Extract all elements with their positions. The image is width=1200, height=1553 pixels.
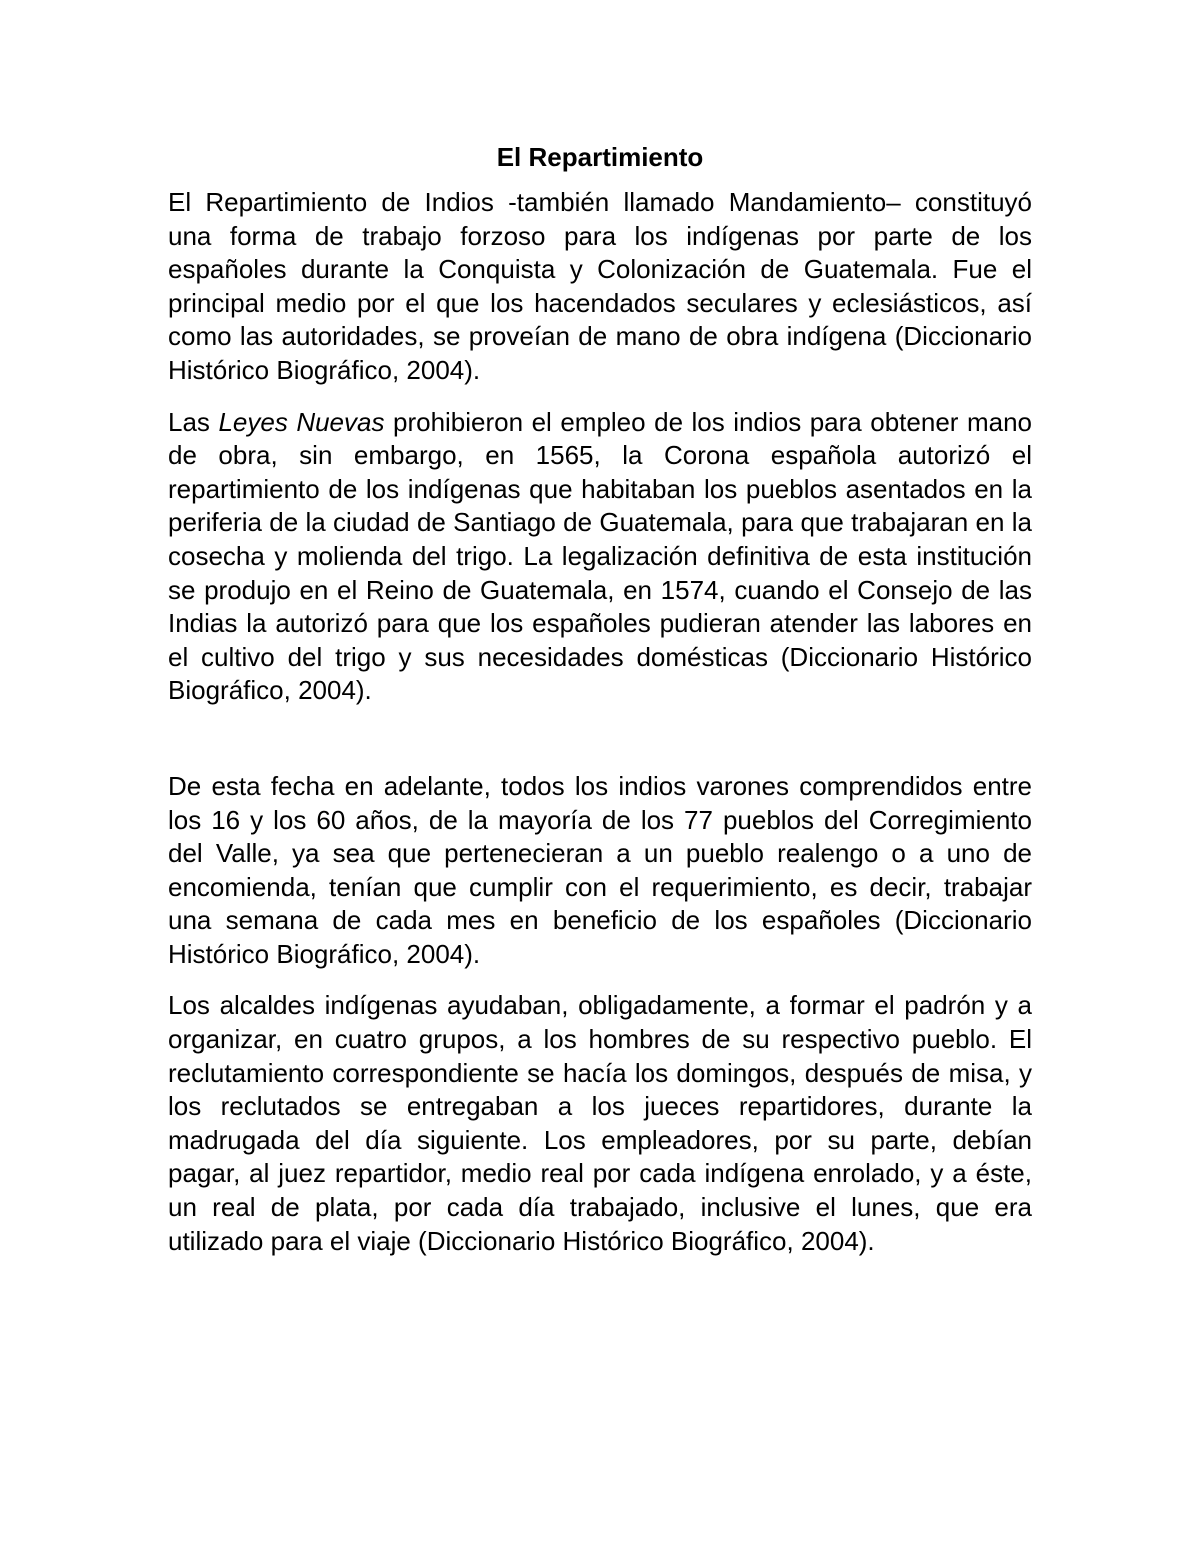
leyes-nuevas-italic: Leyes Nuevas: [218, 406, 385, 437]
paragraph-leyes-text: prohibieron el empleo de los indios para obtener mano de obra, sin embargo, en 1565, la Corona española autorizó el repartimiento de los indígenas que habitaban los pueblos asentados en la periferia de la ciudad de Santiago de Guatemala, para que trabajaran en la cosecha y molienda del trigo. La legalización definitiva de esta institución se produjo en el Reino de Guatemala, en 1574, cuando el Consejo de las Indias la autorizó para que los españoles pudieran atender las labores en el cultivo del trigo y sus necesidades domésticas (Diccionario Histórico Biográfico, 2004).: [168, 406, 1032, 706]
document-title: El Repartimiento: [496, 142, 704, 172]
paragraph-leyes-nuevas: [168, 406, 1032, 708]
document-body: [168, 140, 1032, 1276]
paragraph-requerimiento: De esta fecha en adelante, todos los indios varones comprendidos entre los 16 y los 60 años, de la mayoría de los 77 pueblos del Corregimiento del Valle, ya sea que pertenecieran a un pueblo realengo o a uno de encomienda, tenían que cumplir con el requerimiento, es decir, trabajar una semana de cada mes en beneficio de los españoles (Diccionario Histórico Biográfico, 2004).: [168, 770, 1032, 969]
paragraph-intro: El Repartimiento de Indios -también llamado Mandamiento– constituyó una forma de trabajo forzoso para los indígenas por parte de los españoles durante la Conquista y Colonización de Guatemala. Fue el principal medio por el que los hacendados seculares y eclesiásticos, así como las autoridades, se proveían de mano de obra indígena (Diccionario Histórico Biográfico, 2004).: [168, 187, 1032, 385]
paragraph-alcaldes: Los alcaldes indígenas ayudaban, obligadamente, a formar el padrón y a organizar, en cuatro grupos, a los hombres de su respectivo pueblo. El reclutamiento correspondiente se hacía los domingos, después de misa, y los reclutados se entregaban a los jueces repartidores, durante la madrugada del día siguiente. Los empleadores, por su parte, debían pagar, al juez repartidor, medio real por cada indígena enrolado, y a éste, un real de plata, por cada día trabajado, inclusive el lunes, que era utilizado para el viaje (Diccionario Histórico Biográfico, 2004).: [168, 990, 1032, 1256]
paragraph-leyes-lead: Las: [168, 406, 219, 437]
